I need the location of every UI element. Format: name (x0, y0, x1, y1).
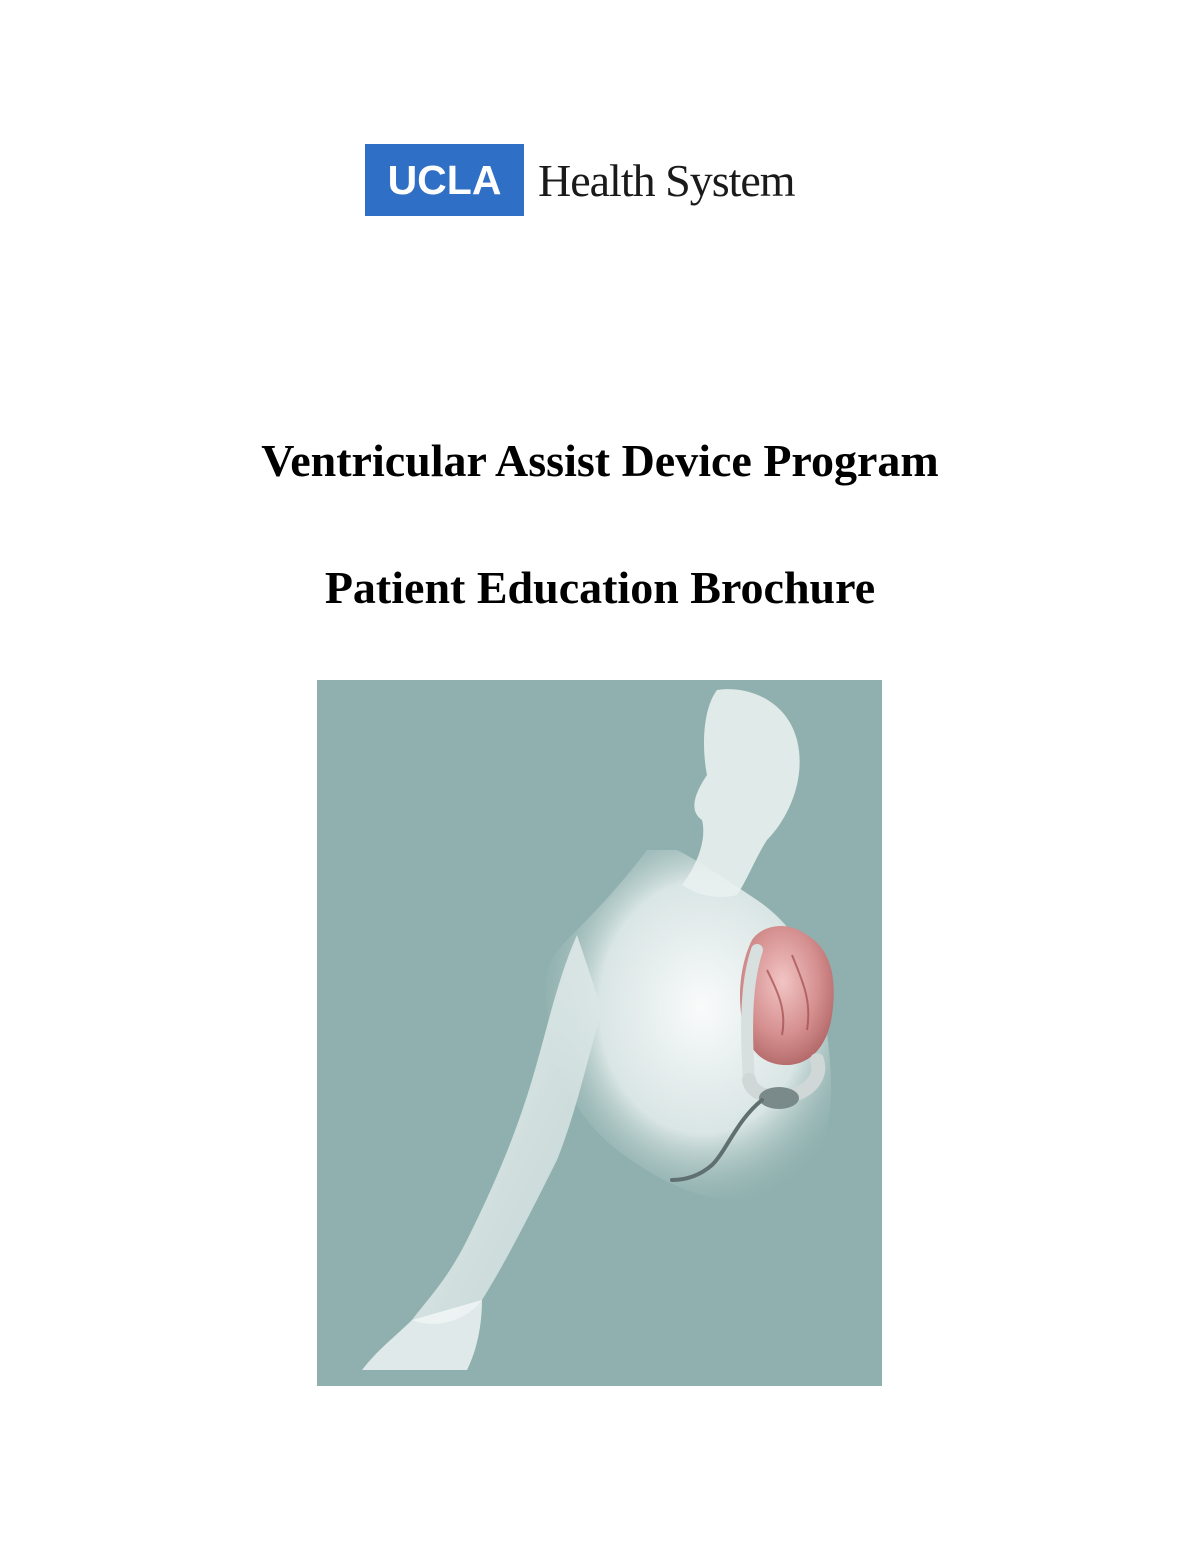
document-subtitle: Patient Education Brochure (324, 562, 876, 613)
health-system-wordmark: Health System (538, 154, 795, 206)
ucla-logo-box (365, 144, 524, 216)
patient-with-vad-illustration-icon (317, 680, 882, 1386)
document-title: Ventricular Assist Device Program (261, 435, 939, 486)
cover-illustration (317, 680, 882, 1386)
ucla-health-system-logo (365, 144, 795, 216)
ucla-logo-text: UCLA (387, 156, 502, 203)
